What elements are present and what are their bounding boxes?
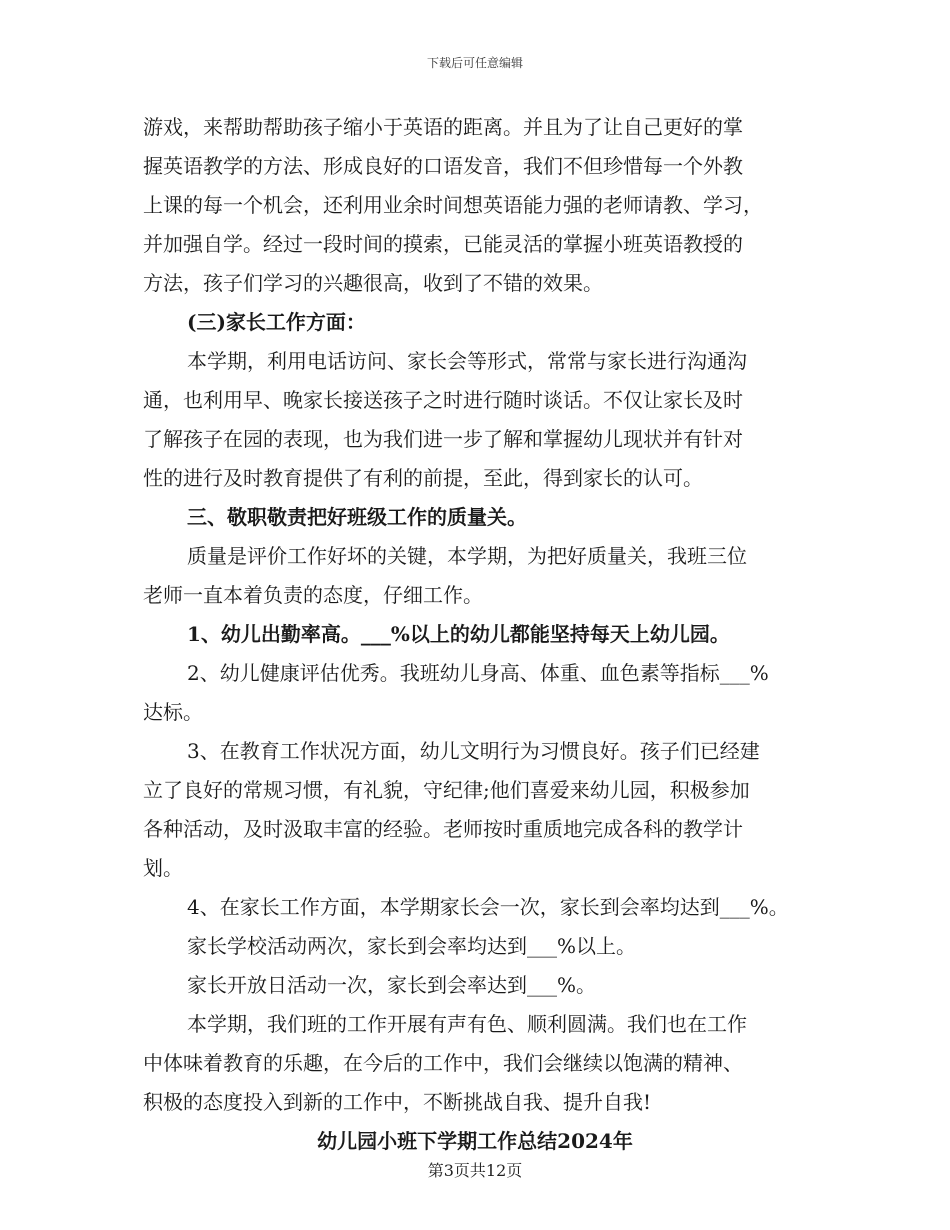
- text-line-18: 立了良好的常规习惯，有礼貌，守纪律;他们喜爱来幼儿园，积极参加: [143, 778, 750, 802]
- text-line-7: 本学期，利用电话访问、家长会等形式，常常与家长进行沟通沟: [187, 349, 747, 373]
- subheading-parent-work: (三)家长工作方面：: [187, 310, 366, 334]
- text-line-10: 性的进行及时教育提供了有利的前提，至此，得到家长的认可。: [143, 466, 703, 490]
- text-line-1: 游戏，来帮助帮助孩子缩小于英语的距离。并且为了让自己更好的掌: [143, 115, 743, 139]
- text-line-9: 了解孩子在园的表现，也为我们进一步了解和掌握幼儿现状并有针对: [143, 427, 743, 451]
- text-line-3: 上课的每一个机会，还利用业余时间想英语能力强的老师请教、学习，: [143, 193, 763, 217]
- text-line-24: 本学期，我们班的工作开展有声有色、顺利圆满。我们也在工作: [187, 1012, 747, 1036]
- text-line-26: 积极的态度投入到新的工作中，不断挑战自我、提升自我!: [143, 1090, 652, 1114]
- page-footer: 第3页共12页: [427, 1161, 523, 1180]
- heading-quality: 三、敬职敬责把好班级工作的质量关。: [187, 505, 527, 529]
- page-header: 下载后可任意编辑: [426, 56, 523, 70]
- text-line-20: 划。: [143, 856, 183, 880]
- text-line-19: 各种活动，及时汲取丰富的经验。老师按时重质地完成各科的教学计: [143, 817, 743, 841]
- text-line-25: 中体味着教育的乐趣，在今后的工作中，我们会继续以饱满的精神、: [143, 1051, 743, 1075]
- section-title: 幼儿园小班下学期工作总结2024年: [317, 1129, 633, 1153]
- text-line-8: 通，也利用早、晚家长接送孩子之时进行随时谈话。不仅让家长及时: [143, 388, 743, 412]
- text-line-2: 握英语教学的方法、形成良好的口语发音，我们不但珍惜每一个外教: [143, 154, 743, 178]
- text-line-16: 达标。: [143, 700, 203, 724]
- text-line-22: 家长学校活动两次，家长到会率均达到___%以上。: [187, 934, 637, 958]
- text-line-5: 方法，孩子们学习的兴趣很高，收到了不错的效果。: [143, 271, 603, 295]
- text-line-23: 家长开放日活动一次，家长到会率达到___%。: [187, 973, 597, 997]
- list-item-attendance: 1、幼儿出勤率高。___%以上的幼儿都能坚持每天上幼儿园。: [187, 622, 730, 646]
- text-line-12: 质量是评价工作好坏的关键，本学期，为把好质量关，我班三位: [187, 544, 747, 568]
- text-line-13: 老师一直本着负责的态度，仔细工作。: [143, 583, 483, 607]
- list-item-education: 3、在教育工作状况方面，幼儿文明行为习惯良好。孩子们已经建: [187, 739, 760, 763]
- text-line-4: 并加强自学。经过一段时间的摸索，已能灵活的掌握小班英语教授的: [143, 232, 743, 256]
- list-item-parent-meetings: 4、在家长工作方面，本学期家长会一次，家长到会率均达到___%。: [187, 895, 789, 919]
- list-item-health: 2、幼儿健康评估优秀。我班幼儿身高、体重、血色素等指标___%: [187, 661, 769, 685]
- document-body: [143, 108, 823, 1161]
